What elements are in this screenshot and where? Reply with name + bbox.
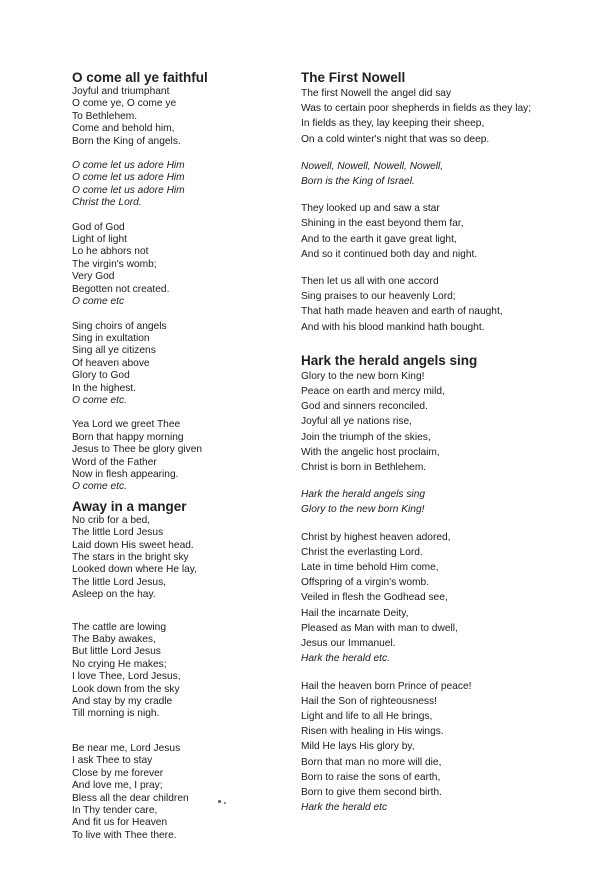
lyric-line: Sing all ye citizens: [72, 345, 156, 357]
lyric-line: To Bethlehem.: [72, 110, 138, 122]
lyric-line: O come ye, O come ye: [72, 98, 177, 110]
lyric-line: In the highest.: [72, 382, 137, 394]
song-title: O come all ye faithful: [72, 70, 208, 85]
lyric-line: Mild He lays His glory by,: [301, 741, 415, 753]
refrain-stanza: [301, 159, 591, 189]
lyric-line: Born to give them second birth.: [301, 786, 443, 798]
refrain-stanza: [301, 487, 591, 517]
lyric-line: Light of light: [72, 234, 127, 246]
verse-stanza: [72, 222, 282, 309]
lyric-line: Pleased as Man with man to dwell,: [301, 622, 458, 634]
lyric-line: Sing praises to our heavenly Lord;: [301, 291, 456, 303]
lyric-line: And love me, I pray;: [72, 780, 163, 792]
song-title: Away in a manger: [72, 498, 187, 514]
lyric-line: Late in time behold Him come,: [301, 562, 439, 574]
lyric-line: Born that happy morning: [72, 431, 184, 443]
song-title: Hark the herald angels sing: [301, 352, 478, 368]
lyric-line: Shining in the east beyond them far,: [301, 218, 464, 230]
lyric-line: Be near me, Lord Jesus: [72, 742, 181, 754]
lyric-line: And fit us for Heaven: [72, 817, 168, 829]
lyric-line: Born the King of angels.: [72, 135, 181, 147]
lyric-line: Word of the Father: [72, 456, 157, 468]
verse-stanza: [72, 622, 282, 721]
verse-stanza: [301, 274, 591, 335]
lyric-line: O come let us adore Him: [72, 160, 185, 172]
lyric-line: God and sinners reconciled.: [301, 401, 428, 413]
lyric-line: The little Lord Jesus: [72, 527, 164, 539]
lyric-line: In Thy tender care,: [72, 804, 158, 816]
lyric-line: And to the earth it gave great light,: [301, 233, 457, 245]
lyric-line: I love Thee, Lord Jesus,: [72, 671, 181, 683]
verse-stanza: [301, 679, 591, 816]
lyric-line: Christ by highest heaven adored,: [301, 531, 451, 543]
lyric-line: Hail the incarnate Deity,: [301, 607, 409, 619]
lyric-line: Asleep on the hay.: [72, 589, 156, 601]
lyric-line: Jesus our Immanuel.: [301, 638, 396, 650]
lyric-line: Glory to the new born King!: [301, 370, 425, 382]
verse-stanza: [72, 515, 282, 602]
lyric-line: Glory to God: [72, 370, 130, 382]
lyric-line: Christ the Lord.: [72, 197, 142, 209]
refrain-cue: O come etc: [72, 296, 125, 308]
lyric-line: And stay by my cradle: [72, 696, 173, 708]
lyric-line: That hath made heaven and earth of naught,: [301, 306, 503, 318]
lyric-line: The stars in the bright sky: [72, 552, 189, 563]
lyric-line: Hail the Son of righteousness!: [301, 695, 437, 707]
lyric-line: Very God: [72, 271, 115, 283]
lyric-line: Born is the King of Israel.: [301, 176, 415, 188]
lyric-line: Laid down His sweet head.: [72, 539, 194, 551]
lyric-line: Born that man no more will die,: [301, 756, 442, 768]
refrain-cue: Hark the herald etc: [301, 802, 388, 814]
lyric-line: The Baby awakes,: [72, 634, 156, 646]
lyric-line: Bless all the dear children: [72, 792, 189, 804]
lyric-line: Veiled in flesh the Godhead see,: [301, 592, 448, 604]
refrain-cue: O come etc.: [72, 481, 127, 493]
lyric-line: O come let us adore Him: [72, 184, 185, 196]
lyric-line: Joyful and triumphant: [72, 86, 170, 97]
lyric-line: In fields as they, lay keeping their sheep,: [301, 118, 485, 130]
lyric-line: The first Nowell the angel did say: [301, 88, 452, 99]
lyric-line: Offspring of a virgin's womb.: [301, 577, 430, 589]
lyric-line: Joyful all ye nations rise,: [301, 416, 412, 428]
refrain-cue: Hark the herald etc.: [301, 653, 390, 665]
lyric-line: I ask Thee to stay: [72, 755, 153, 767]
lyric-line: Look down from the sky: [72, 683, 180, 695]
lyric-line: Lo he abhors not: [72, 246, 149, 258]
lyric-line: Looked down where He lay,: [72, 564, 197, 576]
lyric-line: The virgin's womb;: [72, 258, 157, 270]
lyric-line: Close by me forever: [72, 767, 164, 779]
lyric-line: To live with Thee there.: [72, 829, 177, 841]
lyric-line: Come and behold him,: [72, 123, 175, 135]
song: [72, 70, 282, 494]
lyric-line: No crib for a bed,: [72, 514, 151, 526]
lyric-line: Risen with healing in His wings.: [301, 726, 444, 738]
verse-stanza: [72, 86, 282, 148]
lyric-line: They looked up and saw a star: [301, 203, 440, 215]
lyric-line: Sing in exultation: [72, 332, 150, 344]
scan-speck: [218, 800, 221, 803]
lyric-line: The little Lord Jesus,: [72, 576, 166, 588]
lyric-line: God of God: [72, 221, 125, 233]
lyric-line: But little Lord Jesus: [72, 646, 161, 658]
lyric-line: The cattle are lowing: [72, 621, 167, 633]
song: [72, 499, 282, 842]
refrain-cue: O come etc.: [72, 394, 127, 406]
refrain-stanza: [72, 160, 282, 210]
song-title: The First Nowell: [301, 70, 406, 85]
lyric-line: Nowell, Nowell, Nowell, Nowell,: [301, 160, 444, 172]
lyric-line: Christ the everlasting Lord.: [301, 546, 423, 558]
lyric-line: Light and life to all He brings,: [301, 710, 433, 722]
lyric-line: Glory to the new born King!: [301, 504, 425, 516]
lyric-line: Then let us all with one accord: [301, 276, 439, 288]
lyric-line: On a cold winter's night that was so deep.: [301, 133, 490, 145]
lyric-line: Till morning is nigh.: [72, 708, 160, 720]
lyric-line: Of heaven above: [72, 357, 150, 369]
right-column: [301, 70, 591, 815]
lyric-line: With the angelic host proclaim,: [301, 446, 440, 458]
left-column: [72, 70, 282, 842]
song: [301, 70, 591, 335]
lyric-line: O come let us adore Him: [72, 172, 185, 184]
lyric-line: Now in flesh appearing.: [72, 468, 179, 480]
verse-stanza: [301, 369, 591, 475]
lyric-line: Born to raise the sons of earth,: [301, 771, 441, 783]
scan-speck: [224, 802, 226, 804]
lyric-line: Hark the herald angels sing: [301, 489, 426, 501]
verse-stanza: [301, 530, 591, 667]
lyric-line: And so it continued both day and night.: [301, 248, 478, 260]
lyric-line: Sing choirs of angels: [72, 320, 167, 332]
lyric-line: Christ is born in Bethlehem.: [301, 462, 427, 474]
verse-stanza: [301, 86, 591, 147]
lyric-line: No crying He makes;: [72, 658, 167, 670]
lyric-line: Jesus to Thee be glory given: [72, 444, 203, 456]
verse-stanza: [72, 321, 282, 408]
lyric-line: And with his blood mankind hath bought.: [301, 321, 485, 333]
lyric-line: Peace on earth and mercy mild,: [301, 386, 445, 398]
lyric-line: Join the triumph of the skies,: [301, 431, 431, 443]
verse-stanza: [301, 201, 591, 262]
song: [301, 353, 591, 815]
lyric-line: Yea Lord we greet Thee: [72, 419, 181, 431]
lyric-line: Hail the heaven born Prince of peace!: [301, 680, 472, 692]
verse-stanza: [72, 743, 282, 842]
verse-stanza: [72, 419, 282, 493]
lyric-line: Was to certain poor shepherds in fields as they lay;: [301, 103, 532, 115]
lyric-line: Begotten not created.: [72, 283, 170, 295]
